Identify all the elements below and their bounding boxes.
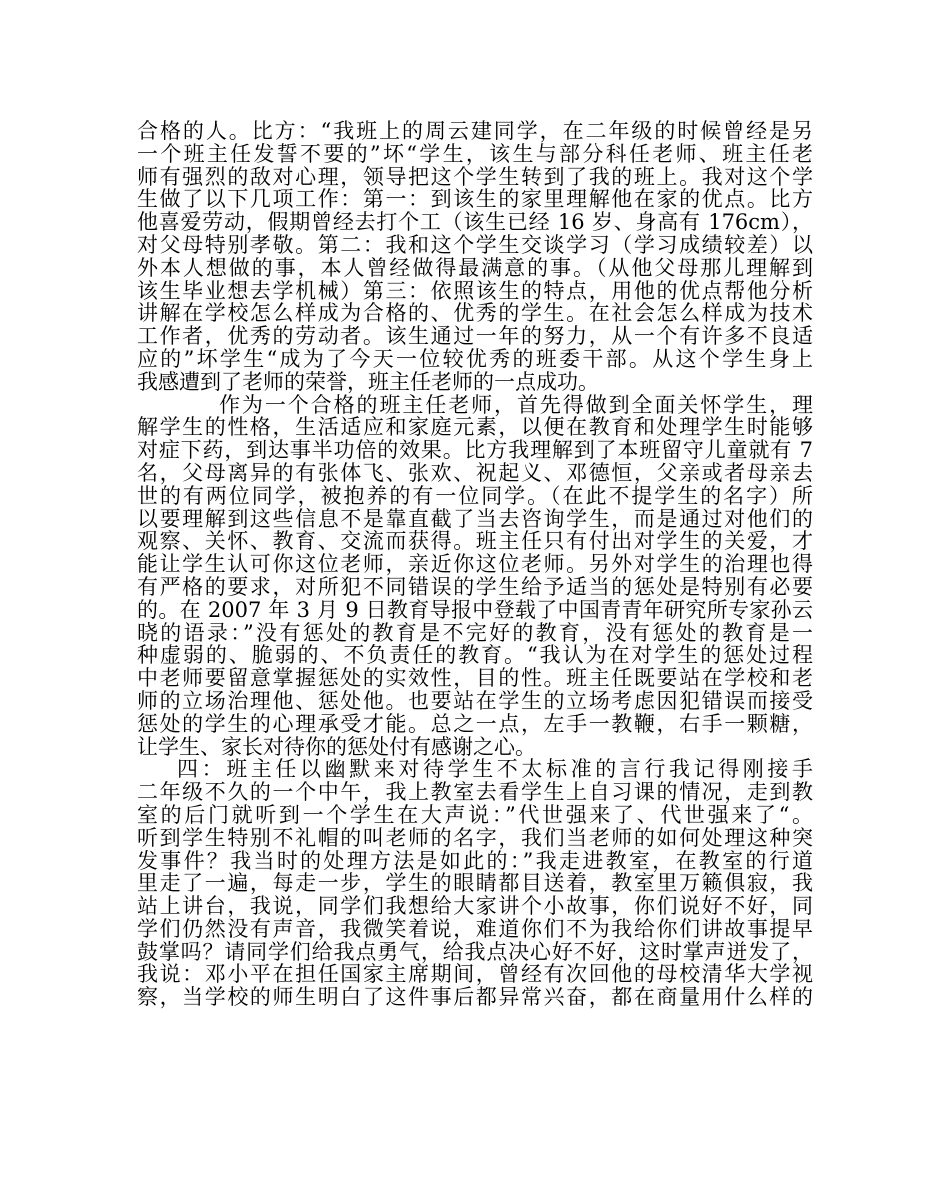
text-line: 学们仍然没有声音，我微笑着说，难道你们不为我给你们讲故事提早 xyxy=(137,916,813,941)
text-line: 种虚弱的、脆弱的、不负责任的教育。“我认为在对学生的惩处过程 xyxy=(137,643,813,668)
text-line: 中老师要留意掌握惩处的实效性，目的性。班主任既要站在学校和老 xyxy=(137,666,813,691)
text-line: 晓的语录：”没有惩处的教育是不完好的教育，没有惩处的教育是一 xyxy=(137,620,813,645)
text-line: 有严格的要求，对所犯不同错误的学生给予适当的惩处是特别有必要 xyxy=(137,574,813,599)
text-line: 世的有两位同学，被抱养的有一位同学。（在此不提学生的名字）所 xyxy=(137,483,813,508)
text-line: 我感遭到了老师的荣誉，班主任老师的一点成功。 xyxy=(137,369,599,394)
text-line: 作为一个合格的班主任老师，首先得做到全面关怀学生，理 xyxy=(219,392,813,417)
text-line: 师有强烈的敌对心理，领导把这个学生转到了我的班上。我对这个学 xyxy=(137,164,813,189)
text-line: 对症下药，到达事半功倍的效果。比方我理解到了本班留守儿童就有 7 xyxy=(137,438,813,463)
text-line: 生做了以下几项工作：第一：到该生的家里理解他在家的优点。比方 xyxy=(137,187,813,212)
text-line: 一个班主任发誓不要的”坏“学生，该生与部分科任老师、班主任老 xyxy=(137,141,813,166)
text-line: 以要理解到这些信息不是靠直截了当去咨询学生，而是通过对他们的 xyxy=(137,506,813,531)
text-line: 合格的人。比方：“我班上的周云建同学，在二年级的时候曾经是另 xyxy=(137,119,813,143)
text-line: 站上讲台，我说，同学们我想给大家讲个小故事，你们说好不好，同 xyxy=(137,894,813,919)
text-line: 解学生的性格，生活适应和家庭元素，以便在教育和处理学生时能够 xyxy=(137,415,813,440)
text-line: 里走了一遍，每走一步，学生的眼睛都目送着，教室里万籁俱寂，我 xyxy=(137,871,813,896)
text-line: 二年级不久的一个中午，我上教室去看学生上自习课的情况，走到教 xyxy=(137,780,813,805)
text-line: 能让学生认可你这位老师，亲近你这位老师。另外对学生的治理也得 xyxy=(137,552,813,577)
text-line: 的。在 2007 年 3 月 9 日教育导报中登载了中国青青年研究所专家孙云 xyxy=(137,597,813,622)
text-line: 观察、关怀、教育、交流而获得。班主任只有付出对学生的关爱，才 xyxy=(137,529,813,554)
text-line: 应的”坏学生“成为了今天一位较优秀的班委干部。从这个学生身上 xyxy=(137,346,813,371)
text-line: 察，当学校的师生明白了这件事后都异常兴奋，都在商量用什么样的 xyxy=(137,985,813,1010)
text-line: 讲解在学校怎么样成为合格的、优秀的学生。在社会怎么样成为技术 xyxy=(137,301,813,326)
text-line: 他喜爱劳动，假期曾经去打个工（该生已经 16 岁、身高有 176cm）， xyxy=(137,210,813,235)
text-line: 外本人想做的事，本人曾经做得最满意的事。（从他父母那儿理解到 xyxy=(137,255,813,280)
text-line: 名，父母离异的有张体飞、张欢、祝起义、邓德恒，父亲或者母亲去 xyxy=(137,460,813,485)
text-line: 四：班主任以幽默来对待学生不太标准的言行我记得刚接手 xyxy=(177,757,813,782)
text-line: 对父母特别孝敬。第二：我和这个学生交谈学习（学习成绩较差）以 xyxy=(137,232,813,257)
text-line: 听到学生特别不礼帽的叫老师的名字，我们当老师的如何处理这种突 xyxy=(137,825,813,850)
text-line: 该生毕业想去学机械）第三：依照该生的特点，用他的优点帮他分析 xyxy=(137,278,813,303)
text-line: 鼓掌吗？请同学们给我点勇气，给我点决心好不好，这时掌声迸发了， xyxy=(137,939,813,964)
text-line: 师的立场治理他、惩处他。也要站在学生的立场考虑因犯错误而接受 xyxy=(137,688,813,713)
text-line: 室的后门就听到一个学生在大声说：”代世强来了、代世强来了“。 xyxy=(137,802,813,827)
body-text xyxy=(137,120,813,1009)
text-line: 让学生、家长对待你的惩处付有感谢之心。 xyxy=(137,734,536,759)
text-line: 惩处的学生的心理承受才能。总之一点，左手一教鞭，右手一颗糖， xyxy=(137,711,813,736)
text-line: 工作者，优秀的劳动者。该生通过一年的努力，从一个有许多不良适 xyxy=(137,324,813,349)
text-line: 我说：邓小平在担任国家主席期间，曾经有次回他的母校清华大学视 xyxy=(137,962,813,987)
text-line: 发事件？我当时的处理方法是如此的：”我走进教室，在教室的行道 xyxy=(137,848,813,873)
